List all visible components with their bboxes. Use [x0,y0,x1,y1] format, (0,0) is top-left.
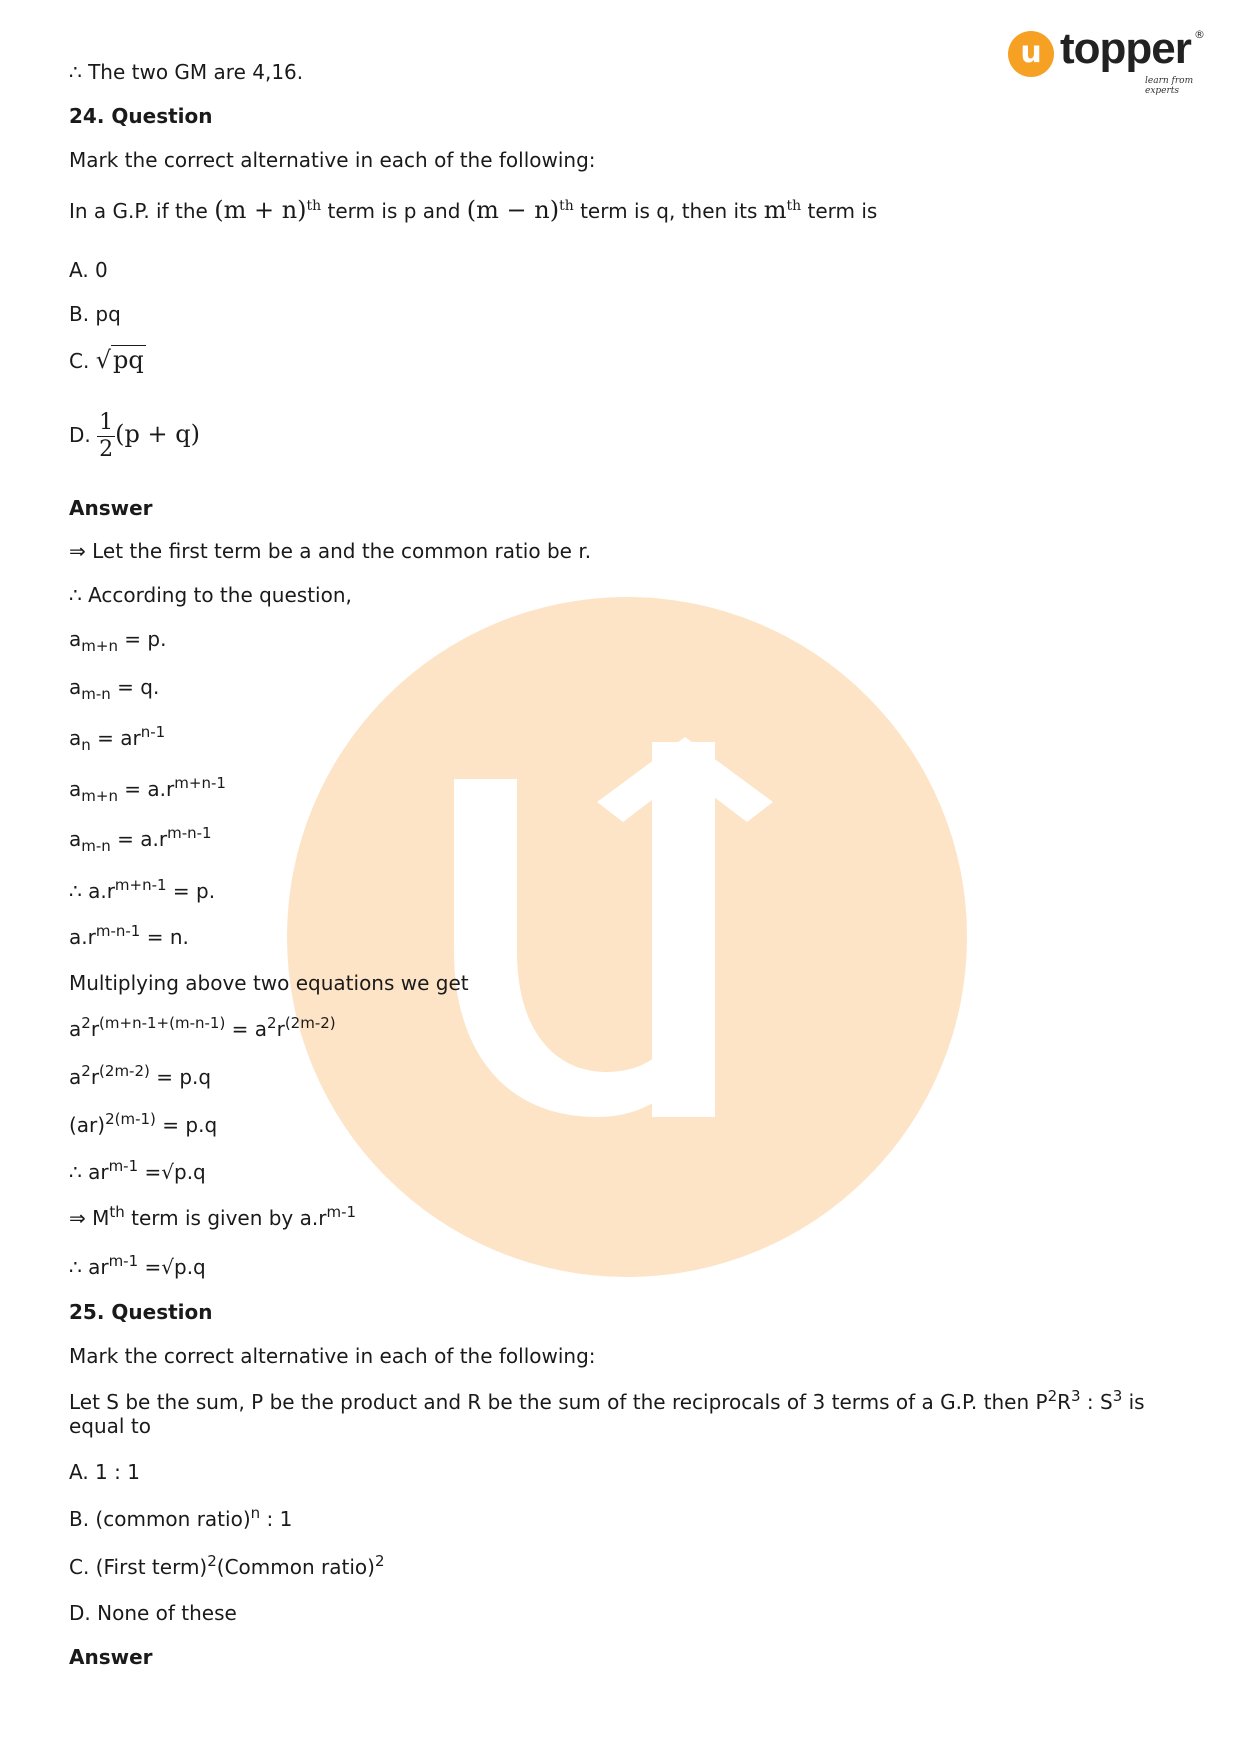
stem-text: Let S be the sum, P be the product and R be the sum of the reciprocals of 3 terms of a G.P. then P [69,1390,1048,1414]
expr-sup: th [559,198,574,214]
logo-tagline: learn from experts [1145,76,1194,96]
solution-line-16 [69,1252,206,1279]
option-d [69,412,200,461]
superscript: m+n-1 [174,774,226,792]
topper-logo [1008,24,1208,96]
term: r [90,1065,100,1089]
superscript: (2m-2) [99,1062,150,1080]
superscript: m-n-1 [167,824,212,842]
superscript: m-1 [108,1157,139,1175]
watermark-logo [284,597,967,1277]
superscript: n [250,1504,261,1522]
superscript: 2(m-1) [105,1110,156,1128]
term: ∴ ar [69,1255,109,1279]
option-b: B. pq [69,302,121,326]
q25-option-a: A. 1 : 1 [69,1460,140,1484]
solution-line-6 [69,774,226,805]
term: = p. [117,627,167,651]
fraction-one-half [97,412,115,461]
question-24-stem [69,196,877,224]
option-text: C. (First term) [69,1555,208,1579]
denominator: 2 [99,437,114,462]
subscript: m-n [81,837,111,855]
expr-text: (m − n) [466,196,560,224]
superscript: m+n-1 [114,876,167,894]
option-label: C. [69,349,96,373]
superscript: th [109,1203,125,1221]
stem-expr-m-plus-n [214,196,321,224]
superscript: n-1 [140,723,166,741]
term: =√p.q [138,1255,206,1279]
question-25-heading: 25. Question [69,1300,213,1324]
option-text: B. (common ratio) [69,1507,251,1531]
superscript: 2 [207,1552,217,1570]
term: = a.r [117,777,175,801]
solution-line-4 [69,675,160,703]
term: r [90,1017,100,1041]
term: = p.q [149,1065,212,1089]
term: =√p.q [138,1160,206,1184]
solution-line-12 [69,1062,212,1089]
option-label: D. [69,423,98,447]
option-a: A. 0 [69,258,108,282]
stem-text: term is [801,199,878,223]
stem-expr-m-minus-n [467,196,574,224]
expr-text: (m + n) [214,196,307,224]
stem-text: : S [1080,1390,1113,1414]
option-d-expr: (p + q) [115,420,200,448]
term: term is given by a.r [124,1206,327,1230]
question-25-instruction: Mark the correct alternative in each of the following: [69,1344,596,1368]
superscript: (2m-2) [284,1014,336,1032]
term: a [69,827,82,851]
term: a [69,1065,82,1089]
logo-u-icon: u [1008,31,1054,77]
stem-text: term is q, then its [573,199,764,223]
stem-text: R [1057,1390,1072,1414]
solution-line-8 [69,876,216,903]
term: a [69,1017,82,1041]
answer-heading-25: Answer [69,1645,153,1669]
q25-option-d: D. None of these [69,1601,237,1625]
logo-wordmark: topper [1060,24,1191,73]
gm-conclusion: ∴ The two GM are 4,16. [69,60,304,84]
term: a [69,627,82,651]
sqrt-expr: √pq [95,346,144,374]
solution-line-10: Multiplying above two equations we get [69,971,469,995]
term: a [69,726,82,750]
subscript: m+n [81,637,118,655]
superscript: 2 [81,1062,91,1080]
option-c [69,346,146,374]
solution-line-11 [69,1014,336,1041]
term: = p. [166,879,216,903]
term: = q. [110,675,160,699]
stem-text: term is p and [321,199,467,223]
superscript: 2 [267,1014,277,1032]
term: = ar [90,726,141,750]
superscript: m-n-1 [95,922,141,940]
term: ∴ a.r [69,879,115,903]
solution-line-1: ⇒ Let the first term be a and the common ratio be r. [69,539,592,563]
subscript: n [81,736,91,754]
term: = a.r [110,827,168,851]
stem-text: is equal to [69,1390,1145,1438]
subscript: m-n [81,685,111,703]
term: (ar) [69,1113,106,1137]
q25-option-c [69,1552,385,1579]
stem-text: In a G.P. if the [69,199,215,223]
solution-line-2: ∴ According to the question, [69,583,352,607]
radicand: pq [112,346,144,374]
term: = n. [140,925,189,949]
solution-line-7 [69,824,212,855]
superscript: m-1 [326,1203,357,1221]
numerator: 1 [99,410,114,435]
superscript: 3 [1112,1387,1123,1405]
term: a [69,777,82,801]
answer-heading-24: Answer [69,496,153,520]
term: r [276,1017,285,1041]
solution-line-15 [69,1203,357,1230]
superscript: (m+n-1+(m-n-1) [99,1014,226,1032]
solution-line-13 [69,1110,218,1137]
superscript: 2 [374,1552,385,1570]
term: ∴ ar [69,1160,109,1184]
expr-sup: th [306,198,322,214]
term: ⇒ M [69,1206,110,1230]
term: a [69,675,82,699]
expr-text: m [763,196,787,224]
question-25-stem [69,1387,1179,1438]
term: = a [225,1017,268,1041]
option-text: (Common ratio) [216,1555,375,1579]
term: = p.q [155,1113,218,1137]
question-24-heading: 24. Question [69,104,213,128]
superscript: 2 [81,1014,91,1032]
solution-line-5 [69,723,166,754]
solution-line-9 [69,922,189,949]
superscript: m-1 [108,1252,139,1270]
subscript: m+n [81,787,118,805]
solution-line-14 [69,1157,206,1184]
question-24-instruction: Mark the correct alternative in each of the following: [69,148,596,172]
option-text: : 1 [260,1507,293,1531]
expr-sup: th [786,198,802,214]
superscript: 2 [1047,1387,1058,1405]
q25-option-b [69,1504,293,1531]
stem-expr-m [764,196,801,224]
term: a.r [69,925,96,949]
superscript: 3 [1071,1387,1081,1405]
solution-line-3 [69,627,167,655]
registered-mark: ® [1194,28,1205,41]
